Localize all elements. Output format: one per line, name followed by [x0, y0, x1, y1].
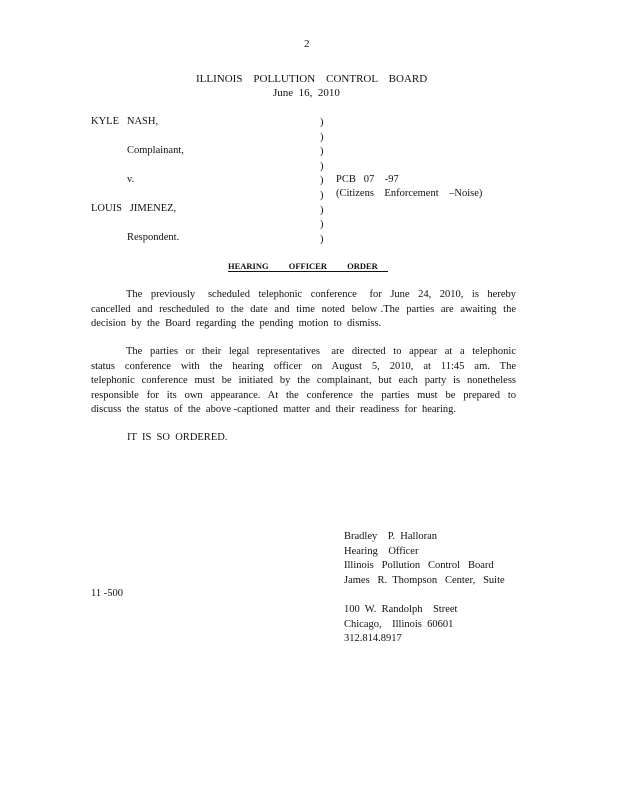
order-date: June 16, 2010	[273, 87, 340, 99]
paragraph-line: cancelled and rescheduled to the date and time noted below .The parties are awaiting the	[91, 303, 516, 315]
signer-name: Bradley P. Halloran	[344, 531, 438, 542]
signer-address-line2: 100 W. Randolph Street	[344, 603, 458, 615]
paragraph-1	[91, 288, 516, 332]
paragraph-line: The previously scheduled telephonic conference for June 24, 2010, is hereby	[126, 289, 516, 300]
signature-block	[344, 530, 505, 647]
complainant-label: Complainant,	[127, 145, 184, 156]
paragraph-line: telephonic conference must be initiated by the complainant, but each party is nonetheless	[91, 375, 516, 387]
paren: )	[320, 219, 324, 231]
suite-number: 11 -500	[91, 588, 123, 599]
closing-statement: IT IS SO ORDERED.	[127, 432, 228, 443]
case-type: (Citizens Enforcement –Noise)	[336, 188, 483, 199]
paragraph-line: decision by the Board regarding the pending motion to dismiss.	[91, 318, 382, 330]
paren: )	[320, 117, 324, 128]
paragraph-line: discuss the status of the above -captioned matter and their readiness for hearing.	[91, 404, 457, 416]
respondent-name: LOUIS JIMENEZ,	[91, 203, 177, 214]
respondent-label: Respondent.	[127, 232, 180, 243]
signer-phone: 312.814.8917	[344, 633, 402, 645]
signer-title: Hearing Officer	[344, 545, 419, 557]
signer-agency: Illinois Pollution Control Board	[344, 560, 494, 572]
paragraph-line: status conference with the hearing officer on August 5, 2010, at 11:45 am. The	[91, 360, 516, 372]
paren: )	[320, 189, 324, 201]
paren: )	[320, 146, 324, 158]
signer-city: Chicago, Illinois 60601	[344, 618, 454, 630]
paragraph-line: The parties or their legal representatives are directed to appear at a telephonic	[126, 346, 516, 357]
paren: )	[320, 233, 324, 245]
agency-header: ILLINOIS POLLUTION CONTROL BOARD	[196, 73, 428, 85]
paren: )	[320, 204, 324, 216]
caption-parentheses	[320, 116, 324, 247]
versus-label: v.	[127, 174, 135, 185]
paragraph-2	[91, 345, 516, 418]
case-number: PCB 07 -97	[336, 174, 399, 185]
paren: )	[320, 131, 324, 143]
paren: )	[320, 175, 324, 187]
paragraph-line: responsible for its own appearance. At the conference the parties must be prepared to	[91, 389, 516, 401]
complainant-name: KYLE NASH,	[91, 116, 159, 127]
page-number: 2	[304, 38, 310, 50]
paren: )	[320, 160, 324, 172]
order-heading: HEARING OFFICER ORDER	[228, 261, 388, 272]
signer-address-line1: James R. Thompson Center, Suite	[344, 574, 505, 586]
